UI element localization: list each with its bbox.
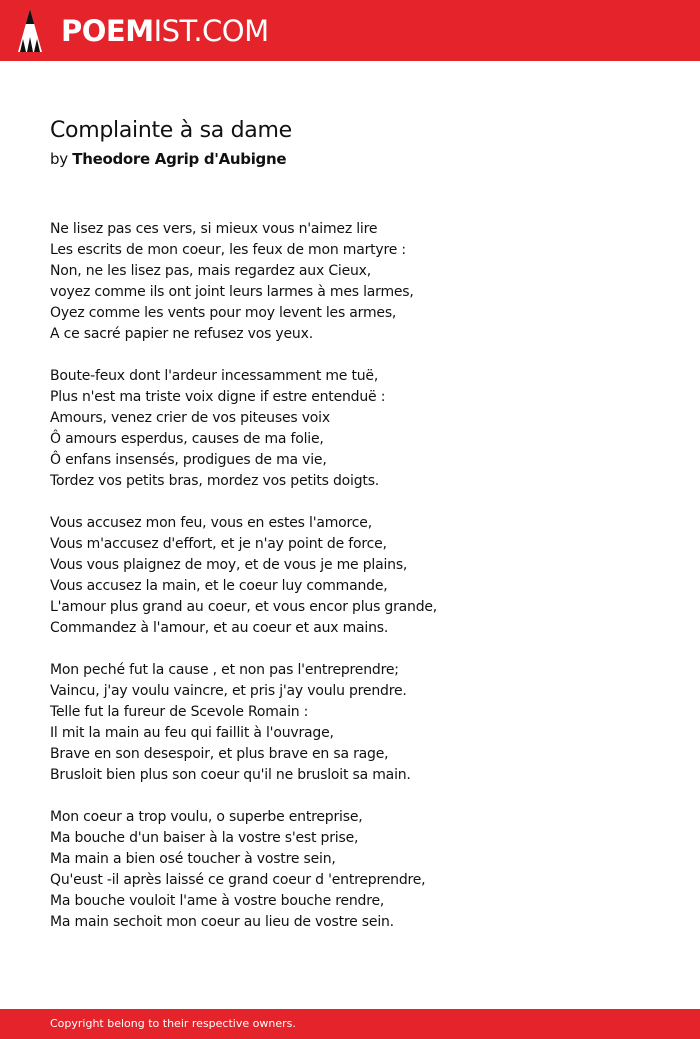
poem-byline [50,148,286,170]
poem-stanza [50,366,670,492]
poem-line: Mon coeur a trop voulu, o superbe entreprise, [50,809,363,825]
poem-stanza [50,660,670,786]
poem-line: Ô amours esperdus, causes de ma folie, [50,431,324,447]
poem-line: Ma bouche vouloit l'ame à vostre bouche rendre, [50,893,385,909]
poem-line: Ma main sechoit mon coeur au lieu de vostre sein. [50,914,394,930]
poem-line: Qu'eust -il après laissé ce grand coeur d 'entreprendre, [50,872,426,888]
poem-title: Complainte à sa dame [50,118,292,143]
poem-stanza [50,513,670,639]
by-label: by [50,150,68,168]
brand-light-text: IST.COM [153,14,269,48]
site-footer [0,1009,700,1039]
poem-line: L'amour plus grand au coeur, et vous encor plus grande, [50,599,438,615]
poem-body [50,219,670,954]
poem-stanza [50,219,670,345]
poem-line: Non, ne les lisez pas, mais regardez aux Cieux, [50,263,372,279]
poem-line: Vous m'accusez d'effort, et je n'ay point de force, [50,536,387,552]
copyright-text: Copyright belong to their respective owners. [50,1017,296,1030]
poem-line: Il mit la main au feu qui faillit à l'ouvrage, [50,725,334,741]
poem-line: Amours, venez crier de vos piteuses voix [50,410,330,426]
poem-line: Les escrits de mon coeur, les feux de mon martyre : [50,242,406,258]
site-header [0,0,700,61]
poem-stanza [50,807,670,933]
poem-line: Commandez à l'amour, et au coeur et aux mains. [50,620,389,636]
poem-line: Vous accusez la main, et le coeur luy commande, [50,578,388,594]
site-logo-text[interactable] [61,12,269,50]
poem-line: Vous accusez mon feu, vous en estes l'amorce, [50,515,372,531]
poem-line: Vaincu, j'ay voulu vaincre, et pris j'ay voulu prendre. [50,683,407,699]
poem-line: A ce sacré papier ne refusez vos yeux. [50,326,313,342]
poem-line: Vous vous plaignez de moy, et de vous je me plains, [50,557,408,573]
poem-line: Tordez vos petits bras, mordez vos petits doigts. [50,473,380,489]
poem-author: Theodore Agrip d'Aubigne [72,150,287,168]
poem-line: Oyez comme les vents pour moy levent les armes, [50,305,397,321]
brand-bold-text: POEM [61,14,154,48]
poem-line: Ma bouche d'un baiser à la vostre s'est prise, [50,830,359,846]
pencil-icon[interactable] [17,8,43,53]
poem-line: Ô enfans insensés, prodigues de ma vie, [50,452,327,468]
poem-line: Plus n'est ma triste voix digne if estre entenduë : [50,389,386,405]
poem-line: Brusloit bien plus son coeur qu'il ne brusloit sa main. [50,767,411,783]
poem-line: Brave en son desespoir, et plus brave en sa rage, [50,746,389,762]
poem-line: Boute-feux dont l'ardeur incessamment me tuë, [50,368,379,384]
poem-line: Mon peché fut la cause , et non pas l'entreprendre; [50,662,399,678]
poem-line: Telle fut la fureur de Scevole Romain : [50,704,309,720]
poem-line: Ma main a bien osé toucher à vostre sein, [50,851,336,867]
poem-line: voyez comme ils ont joint leurs larmes à mes larmes, [50,284,414,300]
poem-line: Ne lisez pas ces vers, si mieux vous n'aimez lire [50,221,378,237]
